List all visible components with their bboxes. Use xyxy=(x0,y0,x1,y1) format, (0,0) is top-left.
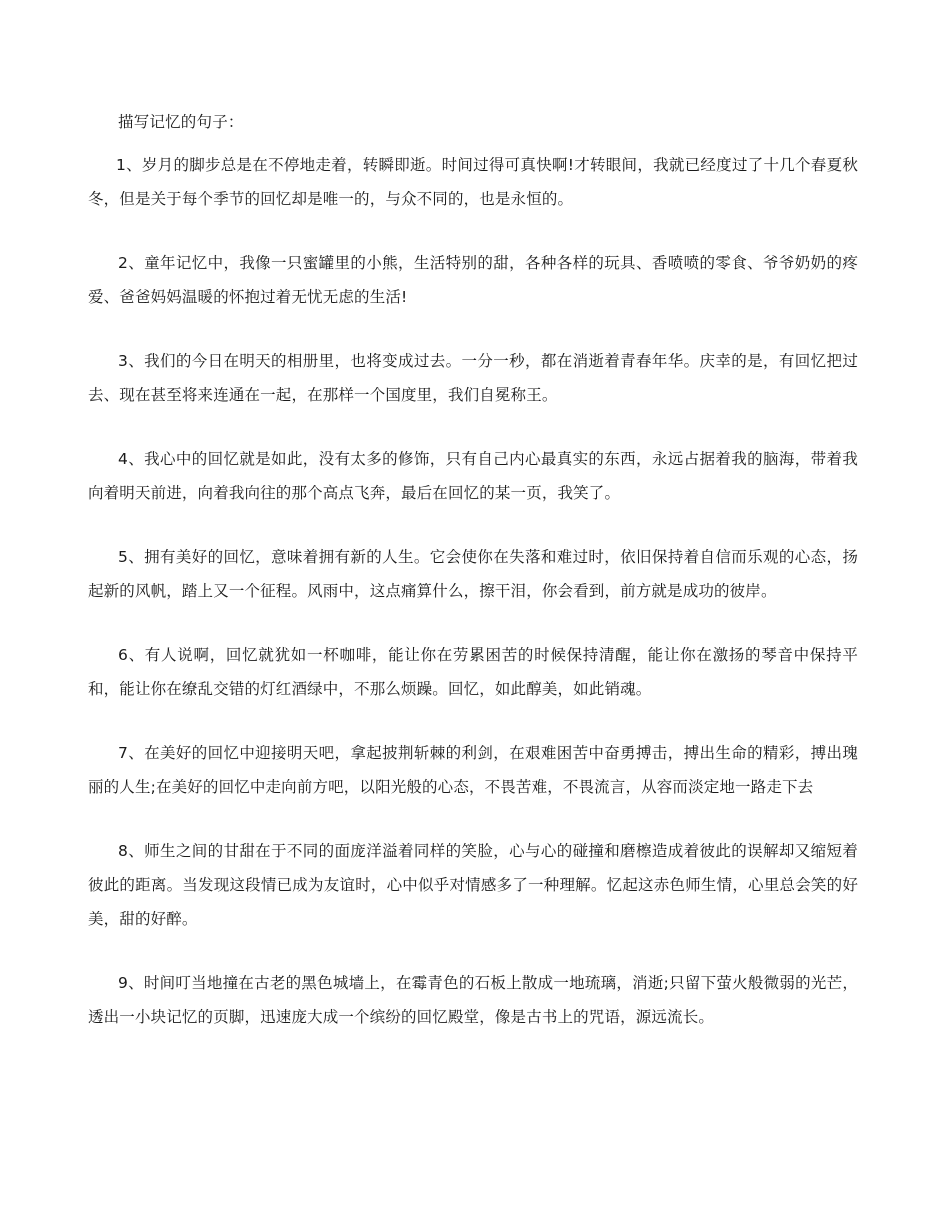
paragraph-6: 6、有人说啊，回忆就犹如一杯咖啡，能让你在劳累困苦的时候保持清醒，能让你在激扬的琴音中保持平和，能让你在缭乱交错的灯红酒绿中，不那么烦躁。回忆，如此醇美，如此销魂。 xyxy=(88,646,858,698)
paragraph-8: 8、师生之间的甘甜在于不同的面庞洋溢着同样的笑脸，心与心的碰撞和磨檫造成着彼此的误解却又缩短着彼此的距离。当发现这段情已成为友谊时，心中似乎对情感多了一种理解。忆起这赤色师生情，心里总会笑的好美，甜的好醉。 xyxy=(88,842,858,928)
paragraph-7: 7、在美好的回忆中迎接明天吧，拿起披荆斩棘的利剑，在艰难困苦中奋勇搏击，搏出生命的精彩，搏出瑰丽的人生;在美好的回忆中走向前方吧，以阳光般的心态，不畏苦难，不畏流言，从容而淡定地一路走下去 xyxy=(88,744,858,796)
paragraph-9: 9、时间叮当地撞在古老的黑色城墙上，在霉青色的石板上散成一地琉璃，消逝;只留下萤火般微弱的光芒，透出一小块记忆的页脚，迅速庞大成一个缤纷的回忆殿堂，像是古书上的咒语，源远流长。 xyxy=(88,974,858,1026)
paragraph-4: 4、我心中的回忆就是如此，没有太多的修饰，只有自己内心最真实的东西，永远占据着我的脑海，带着我向着明天前进，向着我向往的那个高点飞奔，最后在回忆的某一页，我笑了。 xyxy=(88,450,858,502)
paragraph-2: 2、童年记忆中，我像一只蜜罐里的小熊，生活特别的甜，各种各样的玩具、香喷喷的零食、爷爷奶奶的疼爱、爸爸妈妈温暖的怀抱过着无忧无虑的生活! xyxy=(88,254,858,306)
document-page xyxy=(88,108,858,1034)
paragraph-3: 3、我们的今日在明天的相册里，也将变成过去。一分一秒，都在消逝着青春年华。庆幸的是，有回忆把过去、现在甚至将来连通在一起，在那样一个国度里，我们自冕称王。 xyxy=(88,352,858,404)
document-heading: 描写记忆的句子： xyxy=(118,113,244,131)
paragraph-5: 5、拥有美好的回忆，意味着拥有新的人生。它会使你在失落和难过时，依旧保持着自信而乐观的心态，扬起新的风帆，踏上又一个征程。风雨中，这点痛算什么，擦干泪，你会看到，前方就是成功的彼岸。 xyxy=(88,548,858,600)
paragraph-1: 1、岁月的脚步总是在不停地走着，转瞬即逝。时间过得可真快啊!才转眼间，我就已经度过了十几个春夏秋冬，但是关于每个季节的回忆却是唯一的，与众不同的，也是永恒的。 xyxy=(88,156,858,208)
